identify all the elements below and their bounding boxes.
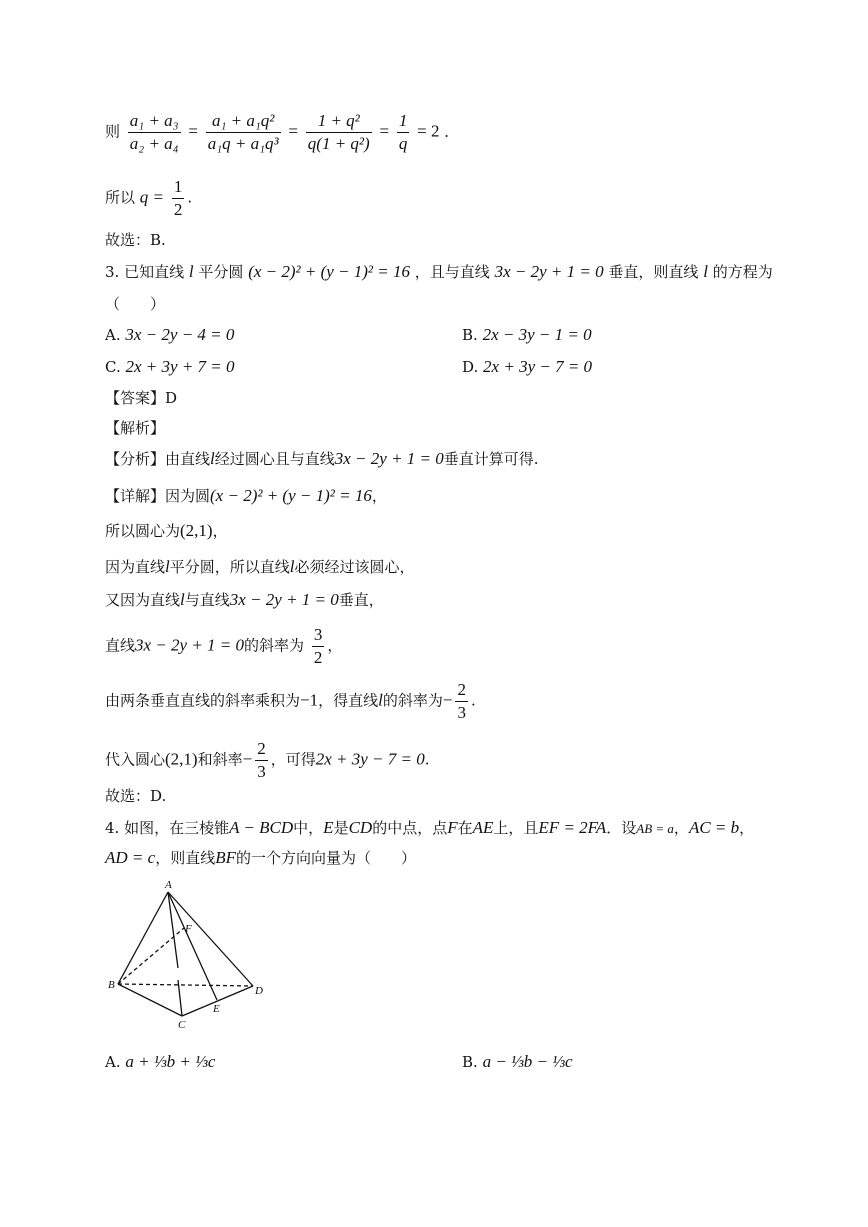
fraction-two-third-2: $\frac{2}{3}$	[257, 739, 266, 781]
option-c: C. 2x + 3y + 7 = 0	[105, 357, 235, 376]
edge-bd-hidden	[118, 984, 253, 986]
edge-bf-hidden	[118, 928, 184, 984]
equation-line-ratio: 则 $\frac{\text{a₁ + a₃}}{\text{a₂ + a₄}}$ = $\frac{\text{a₁ + a₁q²}}{\text{a₁q + a₁q³}}$ = $\frac{\text{1 + q²}}{\text{q(1 + q²)}}$ = $\frac{1}{q}$ = 2 ．	[105, 111, 460, 153]
product-line: 由两条垂直直线的斜率乘积为−1，得直线l的斜率为− $\frac{2}{3}$ .	[105, 680, 476, 722]
option-b: B. 2x − 3y − 1 = 0	[462, 325, 592, 344]
label-e: E	[213, 1003, 220, 1015]
slope-line: 直线3x − 2y + 1 = 0的斜率为 $\frac{3}{2}$ ，	[105, 625, 343, 667]
fraction-1: $\frac{\text{a₁ + a₃}}{\text{a₂ + a₄}}$	[129, 111, 179, 153]
substitute-line: 代入圆心(2,1)和斜率− $\frac{2}{3}$ ，可得2x + 3y − 7 = 0.	[105, 739, 430, 781]
label-d: D	[255, 985, 263, 997]
bisect-line: 因为直线l平分圆，所以直线l必须经过该圆心，	[105, 557, 415, 576]
option-d: D. 2x + 3y − 7 = 0	[462, 357, 593, 376]
line-q-value: 所以 q = $\frac{1}{2}$ .	[105, 177, 193, 219]
eq1-tail: = 2	[417, 121, 440, 141]
fraction-3: $\frac{\text{1 + q²}}{\text{q(1 + q²)}}$	[307, 111, 370, 153]
text-ze: 则	[105, 122, 121, 141]
perp-line: 又因为直线l与直线3x − 2y + 1 = 0垂直，	[105, 590, 384, 609]
choose-d: 故选：D.	[105, 787, 167, 805]
fenxi: 【分析】由直线l经过圆心且与直线3x − 2y + 1 = 0垂直计算可得.	[105, 449, 539, 468]
label-f: F	[185, 923, 192, 935]
option4-a: A. a + ⅓b + ⅓c	[105, 1052, 216, 1071]
fraction-three-half: $\frac{3}{2}$	[313, 625, 323, 667]
edge-ad	[168, 892, 253, 986]
answer: 【答案】D	[105, 389, 178, 407]
fraction-two-third: $\frac{2}{3}$	[457, 680, 466, 722]
q4-stem-2: AD = c，则直线BF的一个方向向量为（ ）	[105, 848, 416, 867]
q3-paren: （ ）	[105, 295, 166, 313]
choose-b: 故选：B.	[105, 231, 166, 249]
label-c: C	[178, 1019, 186, 1031]
edge-bc	[118, 984, 182, 1016]
fraction-2: $\frac{\text{a₁ + a₁q²}}{\text{a₁q + a₁q³}}$	[207, 111, 279, 153]
option-a: A. 3x − 2y − 4 = 0	[105, 325, 235, 344]
tetrahedron-figure	[105, 876, 275, 1036]
q3-stem: 3. 已知直线 l 平分圆 (x − 2)² + (y − 1)² = 16 ，且与直线 3x − 2y + 1 = 0 垂直，则直线 l 的方程为	[105, 262, 773, 281]
label-a: A	[165, 879, 172, 891]
label-b: B	[108, 979, 115, 991]
fraction-half: $\frac{1}{2}$	[173, 177, 183, 219]
q4-stem: 4. 如图，在三棱锥A − BCD中，E是CD的中点，点F在AE上，且EF = 2FA．设AB = a，AC = b，	[105, 818, 755, 837]
center-line: 所以圆心为(2,1)，	[105, 521, 228, 540]
analysis-heading: 【解析】	[105, 419, 166, 437]
fraction-4: $\frac{1}{q}$	[398, 111, 408, 153]
option4-b: B. a − ⅓b − ⅓c	[462, 1052, 573, 1071]
xiangjie: 【详解】因为圆(x − 2)² + (y − 1)² = 16，	[105, 486, 387, 505]
edge-ab	[118, 892, 168, 984]
